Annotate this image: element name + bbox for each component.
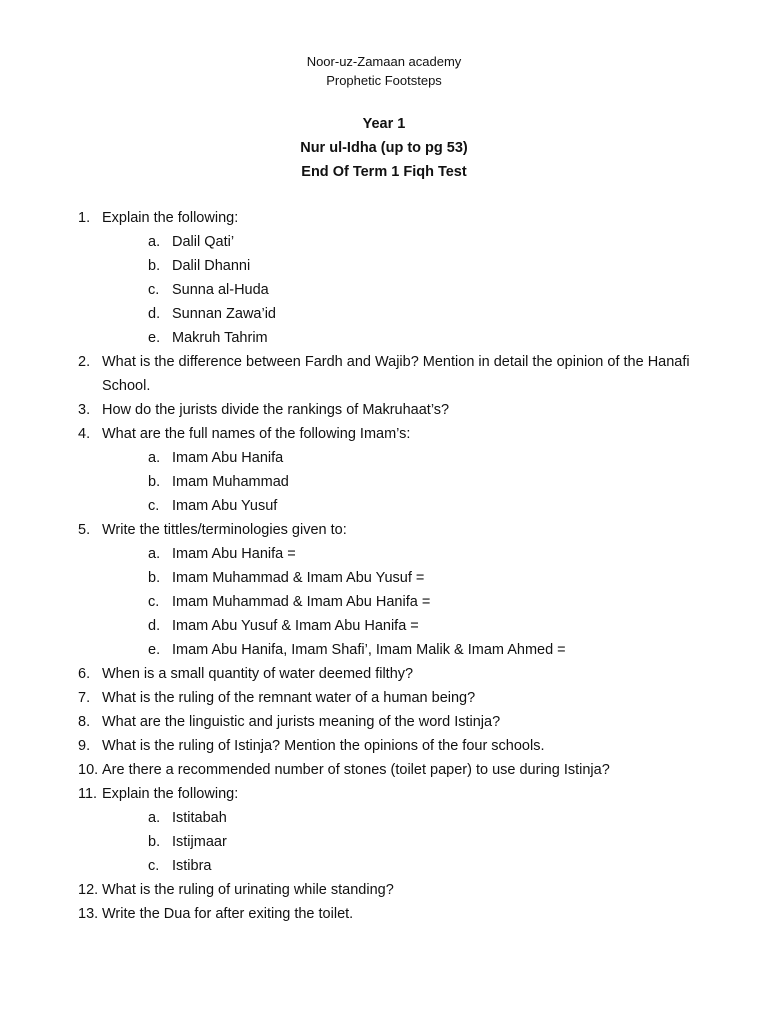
question-list (78, 206, 718, 926)
book-title: Nur ul-Idha (up to pg 53) (300, 140, 468, 156)
sub-question-item (102, 446, 718, 470)
sub-question-text: Imam Abu Hanifa = (172, 546, 296, 562)
question-number: 3. (78, 402, 91, 418)
sub-question-letter: a. (148, 546, 161, 562)
sub-question-letter: a. (148, 810, 161, 826)
sub-question-item (102, 566, 718, 590)
sub-question-letter: c. (148, 498, 160, 514)
sub-question-letter: c. (148, 594, 160, 610)
question-text: Explain the following: (102, 786, 239, 802)
sub-question-text: Dalil Dhanni (172, 258, 251, 274)
question-number: 8. (78, 714, 91, 730)
sub-question-text: Sunna al-Huda (172, 282, 269, 298)
question-text: Write the tittles/terminologies given to: (102, 522, 347, 538)
sub-question-text: Makruh Tahrim (172, 330, 268, 346)
question-number: 1. (78, 210, 91, 226)
test-titles (0, 112, 768, 184)
question-number: 2. (78, 354, 91, 370)
question-item (78, 902, 718, 926)
question-text: What are the linguistic and jurists meaning of the word Istinja? (102, 714, 501, 730)
sub-question-text: Istijmaar (172, 834, 227, 850)
sub-question-item (102, 326, 718, 350)
question-number: 5. (78, 522, 91, 538)
sub-question-item (102, 590, 718, 614)
question-item (78, 758, 718, 782)
sub-question-letter: a. (148, 234, 161, 250)
sub-question-item (102, 830, 718, 854)
question-text: Write the Dua for after exiting the toilet. (102, 906, 354, 922)
question-text: When is a small quantity of water deemed filthy? (102, 666, 414, 682)
question-item (78, 734, 718, 758)
question-text: What are the full names of the following Imam’s: (102, 426, 411, 442)
question-item (78, 878, 718, 902)
sub-question-text: Imam Abu Yusuf & Imam Abu Hanifa = (172, 618, 419, 634)
question-text: Are there a recommended number of stones (toilet paper) to use during Istinja? (102, 762, 610, 778)
program-name: Prophetic Footsteps (326, 73, 442, 88)
question-number: 4. (78, 426, 91, 442)
question-text: How do the jurists divide the rankings of Makruhaat’s? (102, 402, 450, 418)
question-number: 9. (78, 738, 91, 754)
sub-question-letter: b. (148, 834, 161, 850)
question-number: 12. (78, 882, 99, 898)
question-text: What is the ruling of Istinja? Mention the opinions of the four schools. (102, 738, 545, 754)
question-item (78, 662, 718, 686)
sub-question-text: Imam Muhammad & Imam Abu Hanifa = (172, 594, 431, 610)
sub-question-text: Istibra (172, 858, 212, 874)
sub-question-item (102, 494, 718, 518)
question-item (78, 686, 718, 710)
document-header (0, 52, 768, 90)
question-number: 6. (78, 666, 91, 682)
sub-question-letter: c. (148, 282, 160, 298)
sub-question-letter: c. (148, 858, 160, 874)
sub-question-item (102, 254, 718, 278)
question-item (78, 398, 718, 422)
test-title: End Of Term 1 Fiqh Test (301, 164, 467, 180)
sub-question-text: Dalil Qati’ (172, 234, 235, 250)
question-text: Explain the following: (102, 210, 239, 226)
sub-question-item (102, 638, 718, 662)
sub-question-letter: b. (148, 570, 161, 586)
sub-question-text: Imam Abu Hanifa (172, 450, 284, 466)
question-item (78, 518, 718, 662)
sub-question-list (102, 542, 718, 662)
question-number: 7. (78, 690, 91, 706)
sub-question-list (102, 446, 718, 518)
sub-question-text: Imam Abu Hanifa, Imam Shafi’, Imam Malik & Imam Ahmed = (172, 642, 566, 658)
question-text: What is the difference between Fardh and Wajib? Mention in detail the opinion of the Hanafi School. (102, 354, 690, 394)
question-text: What is the ruling of urinating while standing? (102, 882, 394, 898)
sub-question-text: Istitabah (172, 810, 227, 826)
sub-question-letter: b. (148, 474, 161, 490)
sub-question-item (102, 230, 718, 254)
sub-question-text: Imam Muhammad (172, 474, 289, 490)
sub-question-item (102, 806, 718, 830)
sub-question-text: Imam Abu Yusuf (172, 498, 278, 514)
sub-question-letter: e. (148, 642, 161, 658)
question-item (78, 782, 718, 878)
sub-question-item (102, 470, 718, 494)
academy-name: Noor-uz-Zamaan academy (306, 54, 462, 69)
sub-question-text: Sunnan Zawa’id (172, 306, 276, 322)
sub-question-letter: a. (148, 450, 161, 466)
question-item (78, 710, 718, 734)
sub-question-letter: b. (148, 258, 161, 274)
sub-question-item (102, 854, 718, 878)
question-item (78, 350, 718, 398)
sub-question-letter: e. (148, 330, 161, 346)
sub-question-list (102, 806, 718, 878)
sub-question-letter: d. (148, 618, 161, 634)
question-number: 13. (78, 906, 99, 922)
sub-question-item (102, 278, 718, 302)
sub-question-text: Imam Muhammad & Imam Abu Yusuf = (172, 570, 425, 586)
question-text: What is the ruling of the remnant water of a human being? (102, 690, 476, 706)
question-item (78, 206, 718, 350)
sub-question-item (102, 302, 718, 326)
sub-question-item (102, 542, 718, 566)
question-item (78, 422, 718, 518)
year-title: Year 1 (362, 116, 406, 132)
question-number: 11. (78, 786, 98, 802)
sub-question-item (102, 614, 718, 638)
question-number: 10. (78, 762, 99, 778)
sub-question-list (102, 230, 718, 350)
sub-question-letter: d. (148, 306, 161, 322)
